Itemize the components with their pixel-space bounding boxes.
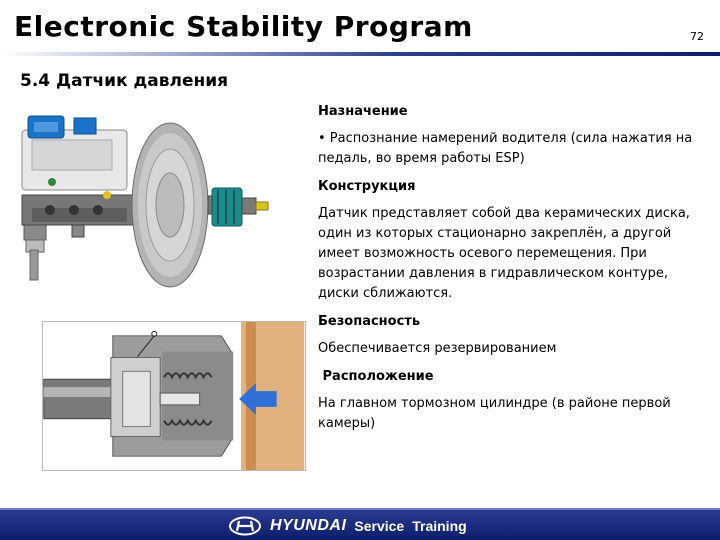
brand-lockup [228,516,467,536]
brand-service: Service [354,518,405,534]
safety-heading: Безопасность [318,314,421,329]
hyundai-logo-icon [228,516,262,536]
design-heading: Конструкция [318,179,416,194]
purpose-heading: Назначение [318,104,408,119]
safety-text: Обеспечивается резервированием [318,341,557,356]
location-text: На главном тормозном цилиндре (в районе первой камеры) [318,396,671,431]
page-number: 72 [690,30,704,43]
design-text: Датчик представляет собой два керамических диска, один из которых стационарно закреплён, а другой имеет возможность осевого перемещения. При возрастании давления в гидравлическом контуре, диски сближаются. [318,206,690,301]
footer-bar [0,508,720,540]
title-rule [0,52,720,56]
location-heading: Расположение [318,369,434,384]
pressure-sensor-cross-section [42,321,306,471]
purpose-text: • Распознание намерений водителя (сила нажатия на педаль, во время работы ESP) [318,131,693,166]
section-heading: 5.4 Датчик давления [20,71,229,91]
brand-name: HYUNDAI [270,517,347,534]
brake-booster-illustration [12,100,302,310]
slide-title: Electronic Stability Program [14,10,473,43]
brand-training: Training [412,518,467,534]
description-text [318,102,698,442]
